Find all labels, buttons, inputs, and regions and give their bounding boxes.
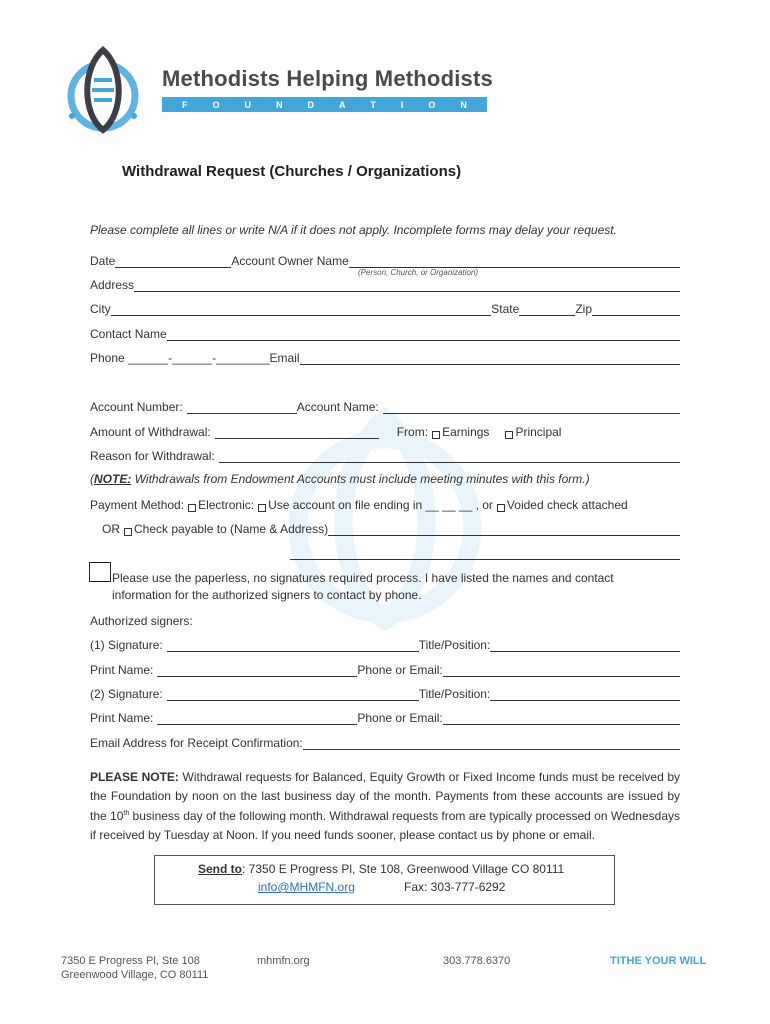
date-field[interactable]	[115, 254, 231, 268]
please-note-sup: th	[123, 810, 130, 817]
send-to-fax: Fax: 303-777-6292	[404, 880, 506, 894]
endowment-note	[90, 472, 590, 486]
mhm-logo-icon	[58, 44, 148, 134]
send-to-box	[154, 855, 615, 905]
foundation-banner	[162, 97, 487, 112]
amount-row	[90, 421, 680, 439]
please-note-lead: PLEASE NOTE:	[90, 770, 179, 784]
reason-field[interactable]	[219, 449, 680, 463]
banner-letter: U	[244, 99, 251, 110]
title2-field[interactable]	[490, 687, 680, 701]
electronic-checkbox[interactable]	[188, 504, 196, 512]
signer2-signature-row	[90, 683, 680, 701]
owner-label: Account Owner Name	[231, 254, 349, 268]
zip-label: Zip	[575, 302, 592, 316]
phone-email2-label: Phone or Email:	[357, 711, 443, 725]
check-payable-row-2	[290, 542, 680, 560]
amount-label: Amount of Withdrawal:	[90, 425, 211, 439]
paperless-line-2: information for the authorized signers to contact by phone.	[112, 588, 422, 602]
send-to-label: Send to	[198, 862, 242, 876]
signer1-print-row	[90, 659, 680, 677]
banner-letter: I	[400, 99, 404, 110]
banner-letter: F	[182, 99, 188, 110]
authorized-signers-row	[90, 610, 680, 628]
banner-letter: D	[307, 99, 314, 110]
banner-letter: O	[212, 99, 220, 110]
date-label: Date	[90, 254, 116, 268]
owner-caption: (Person, Church, or Organization)	[358, 268, 479, 277]
note-text: Withdrawals from Endowment Accounts must include meeting minutes with this form.)	[131, 472, 590, 486]
please-note-paragraph	[90, 768, 680, 844]
title1-field[interactable]	[490, 638, 680, 652]
send-to-address: : 7350 E Progress Pl, Ste 108, Greenwood Village CO 80111	[242, 862, 565, 876]
banner-letter: A	[338, 99, 346, 110]
paperless-checkbox[interactable]	[89, 562, 111, 582]
amount-field[interactable]	[215, 425, 379, 439]
authorized-signers-label: Authorized signers:	[90, 614, 193, 628]
state-label: State	[491, 302, 520, 316]
or-label: OR	[102, 522, 120, 536]
electronic-label: Electronic:	[198, 498, 255, 512]
signature1-field[interactable]	[167, 638, 419, 652]
contact-label: Contact Name	[90, 327, 167, 341]
phone-label: Phone ______-______-________	[90, 351, 270, 365]
earnings-checkbox[interactable]	[432, 431, 440, 439]
phone-email1-label: Phone or Email:	[357, 663, 443, 677]
footer-tagline: TITHE YOUR WILL	[610, 955, 707, 967]
payment-method-label: Payment Method:	[90, 498, 185, 512]
account-number-label: Account Number:	[90, 400, 183, 414]
check-payable-field[interactable]	[328, 522, 680, 536]
voided-check-checkbox[interactable]	[497, 504, 505, 512]
footer-website[interactable]: mhmfn.org	[257, 955, 310, 967]
title2-label: Title/Position:	[418, 687, 491, 701]
use-account-checkbox[interactable]	[258, 504, 266, 512]
email-field[interactable]	[300, 351, 680, 365]
city-field[interactable]	[111, 302, 492, 316]
form-instructions: Please complete all lines or write N/A if it does not apply. Incomplete forms may delay your request.	[90, 223, 617, 237]
banner-letter: N	[460, 99, 467, 110]
receipt-email-label: Email Address for Receipt Confirmation:	[90, 736, 303, 750]
contact-row	[90, 323, 680, 341]
banner-letter: N	[275, 99, 283, 110]
send-to-email-link[interactable]: info@MHMFN.org	[258, 880, 355, 894]
signature1-label: (1) Signature:	[90, 638, 163, 652]
earnings-label: Earnings	[442, 425, 490, 439]
signature2-field[interactable]	[167, 687, 419, 701]
form-title: Withdrawal Request (Churches / Organizations)	[122, 163, 462, 180]
reason-row	[90, 445, 680, 463]
please-note-text-b: business day of the following month. Withdrawal requests from are typically processed on Wednesdays if received by Tuesday at Noon. If you need funds sooner, please contact us by phone or email.	[90, 809, 680, 842]
address-row	[90, 274, 680, 292]
check-payable-row	[90, 518, 680, 536]
please-note-text-a: Withdrawal requests for Balanced, Equity Growth or Fixed Income funds must be received by the Foundation by noon on the last business day of the month. Payments from these accounts are issued by the 10	[90, 770, 680, 823]
check-payable-field-2[interactable]	[290, 546, 680, 560]
contact-name-field[interactable]	[167, 327, 680, 341]
send-to-line	[198, 862, 564, 876]
signature2-label: (2) Signature:	[90, 687, 163, 701]
address-field[interactable]	[134, 278, 680, 292]
signer2-print-row	[90, 707, 680, 725]
check-payable-checkbox[interactable]	[124, 528, 132, 536]
principal-checkbox[interactable]	[505, 431, 513, 439]
address-label: Address	[90, 278, 135, 292]
email-label: Email	[269, 351, 300, 365]
account-name-label: Account Name:	[296, 400, 379, 414]
paperless-line-1: Please use the paperless, no signatures required process. I have listed the names and contact	[112, 571, 614, 585]
reason-label: Reason for Withdrawal:	[90, 449, 215, 463]
state-field[interactable]	[519, 302, 575, 316]
footer-address-line-1: 7350 E Progress Pl, Ste 108	[61, 955, 200, 967]
receipt-email-row	[90, 732, 680, 750]
city-state-zip-row	[90, 298, 680, 316]
payment-method-row	[90, 494, 680, 512]
receipt-email-field[interactable]	[303, 736, 680, 750]
account-name-field[interactable]	[383, 400, 680, 414]
banner-letter: O	[428, 99, 436, 110]
print-name2-label: Print Name:	[90, 711, 154, 725]
phone-email2-field[interactable]	[443, 711, 680, 725]
from-label: From:	[396, 425, 429, 439]
phone-email1-field[interactable]	[443, 663, 680, 677]
city-label: City	[90, 302, 111, 316]
banner-letter: T	[370, 99, 376, 110]
note-word: NOTE:	[94, 472, 132, 486]
check-payable-label: Check payable to (Name & Address)	[134, 522, 329, 536]
footer-address-line-2: Greenwood Village, CO 80111	[61, 969, 209, 981]
paperless-statement	[112, 570, 672, 604]
owner-name-field[interactable]	[349, 254, 680, 268]
print-name1-field[interactable]	[157, 663, 357, 677]
zip-field[interactable]	[592, 302, 680, 316]
principal-label: Principal	[515, 425, 562, 439]
print-name2-field[interactable]	[157, 711, 357, 725]
account-row	[90, 396, 680, 414]
use-account-label: Use account on file ending in __ __ __ , or	[268, 498, 493, 512]
note-paren: (	[90, 472, 94, 486]
phone-email-row	[90, 347, 680, 365]
date-owner-row	[90, 250, 680, 268]
title1-label: Title/Position:	[418, 638, 491, 652]
voided-check-label: Voided check attached	[506, 498, 628, 512]
print-name1-label: Print Name:	[90, 663, 154, 677]
org-name: Methodists Helping Methodists	[162, 66, 493, 91]
account-number-field[interactable]	[187, 400, 297, 414]
footer-address	[61, 954, 208, 982]
footer-phone: 303.778.6370	[443, 955, 511, 967]
signer1-signature-row	[90, 634, 680, 652]
